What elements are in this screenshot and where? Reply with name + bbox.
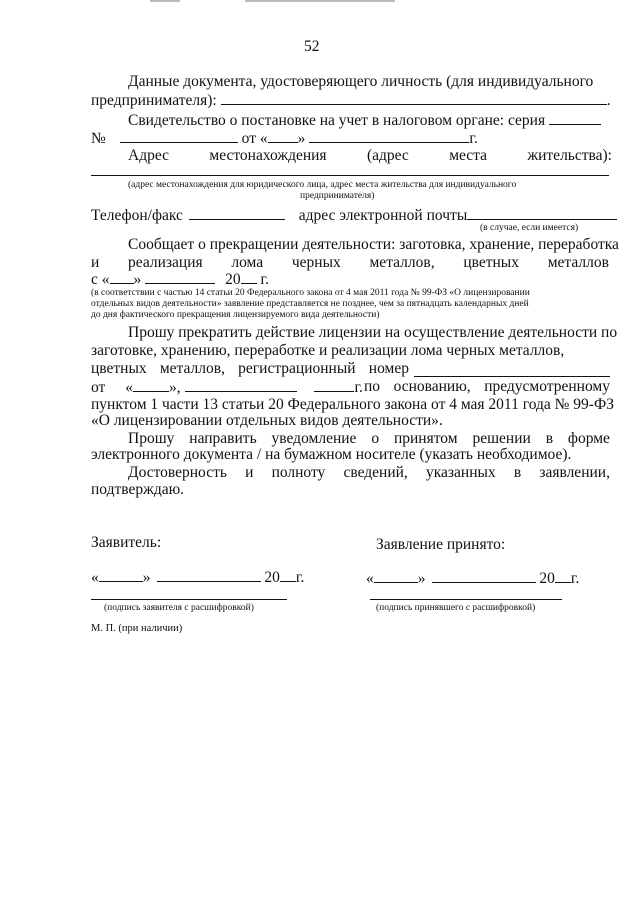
applicant-month-field[interactable]: [157, 568, 261, 582]
identity-line-1: Данные документа, удостоверяющего личность (для индивидуального: [128, 73, 594, 90]
series-field[interactable]: [549, 111, 601, 125]
email-field[interactable]: [467, 206, 617, 220]
identity-label: предпринимателя):: [91, 92, 217, 109]
accepted-year-field[interactable]: [555, 569, 571, 583]
confirmation-line-2: подтверждаю.: [91, 481, 185, 498]
applicant-year-field[interactable]: [280, 568, 296, 582]
registration-line-1: [128, 111, 601, 130]
notification-line-1: Прошу направить уведомление о принятом решении в форме: [128, 430, 610, 447]
month-year-field[interactable]: [309, 129, 469, 143]
accepted-day-field[interactable]: [374, 569, 418, 583]
applicant-signature-field[interactable]: [91, 599, 287, 600]
request-line-3: цветных металлов, регистрационный номер: [91, 360, 409, 377]
registration-number-field[interactable]: [414, 363, 610, 377]
registration-label: Свидетельство о постановке на учет в налоговом органе: серия: [128, 112, 546, 129]
request-line-6: «О лицензировании отдельных видов деятельности».: [91, 412, 443, 429]
confirmation-line-1: Достоверность и полноту сведений, указанных в заявлении,: [128, 464, 610, 481]
accepted-signature-note: (подпись принявшего с расшифровкой): [376, 603, 536, 613]
termination-year-field[interactable]: [241, 270, 257, 284]
accepted-date-line: « » 20 г.: [366, 570, 580, 587]
scan-artifact: [150, 0, 180, 2]
termination-date-line: с « » 20 г.: [91, 271, 269, 288]
registration-line-2: № от « » г.: [91, 130, 478, 147]
scan-artifact: [245, 0, 395, 2]
accepted-label: Заявление принято:: [376, 536, 506, 553]
identity-line-2: предпринимателя): .: [91, 92, 611, 109]
number-sign: №: [91, 130, 106, 147]
request-line-4-start: от « », г.: [91, 379, 363, 396]
page-number: 52: [304, 38, 320, 55]
termination-note-1: (в соответствии с частью 14 статьи 20 Федерального закона от 4 мая 2011 года № 99-ФЗ «О лицензировании: [91, 288, 530, 298]
phone-label: Телефон/факс: [91, 207, 183, 224]
termination-note-2: отдельных видов деятельности» заявление представляется не позднее, чем за пятнадцать календарных дней: [91, 299, 529, 309]
request-line-2: заготовке, хранению, переработке и реализации лома черных металлов,: [91, 342, 565, 359]
termination-note-3: до дня фактического прекращения лицензируемого вида деятельности): [91, 310, 380, 320]
accepted-signature-field[interactable]: [370, 599, 562, 600]
termination-line-1: Сообщает о прекращении деятельности: заготовка, хранение, переработка: [128, 236, 619, 253]
applicant-label: Заявитель:: [91, 534, 162, 551]
termination-month-field[interactable]: [145, 270, 215, 284]
request-line-5: пунктом 1 части 13 статьи 20 Федерального закона от 4 мая 2011 года № 99-ФЗ: [91, 396, 614, 413]
certificate-number-field[interactable]: [120, 129, 238, 143]
day-field[interactable]: [268, 129, 298, 143]
stamp-note: М. П. (при наличии): [91, 623, 183, 634]
address-field[interactable]: [91, 175, 609, 176]
notification-line-2: электронного документа / на бумажном носителе (указать необходимое).: [91, 446, 572, 463]
termination-line-2: и реализация лома черных металлов, цветных металлов: [91, 254, 609, 271]
request-line-4-tail: по основанию, предусмотренному: [364, 378, 610, 395]
license-year-field[interactable]: [314, 378, 354, 392]
applicant-signature-note: (подпись заявителя с расшифровкой): [104, 603, 254, 613]
date-from-label: от «: [241, 130, 268, 147]
license-day-field[interactable]: [133, 378, 169, 392]
identity-field[interactable]: [221, 91, 607, 105]
email-label: адрес электронной почты: [298, 207, 468, 224]
accepted-month-field[interactable]: [432, 569, 536, 583]
request-line-1: Прошу прекратить действие лицензии на осуществление деятельности по: [128, 324, 618, 341]
license-month-field[interactable]: [185, 378, 297, 392]
termination-day-field[interactable]: [110, 270, 134, 284]
address-line: Адрес местонахождения (адрес места жительства):: [128, 147, 612, 164]
phone-field[interactable]: [189, 206, 285, 220]
applicant-day-field[interactable]: [99, 568, 143, 582]
email-note: (в случае, если имеется): [480, 223, 579, 233]
applicant-date-line: « » 20 г.: [91, 569, 305, 586]
address-note-2: предпринимателя): [300, 191, 375, 201]
address-note-1: (адрес местонахождения для юридического лица, адрес места жительства для индивидуального: [128, 180, 517, 190]
